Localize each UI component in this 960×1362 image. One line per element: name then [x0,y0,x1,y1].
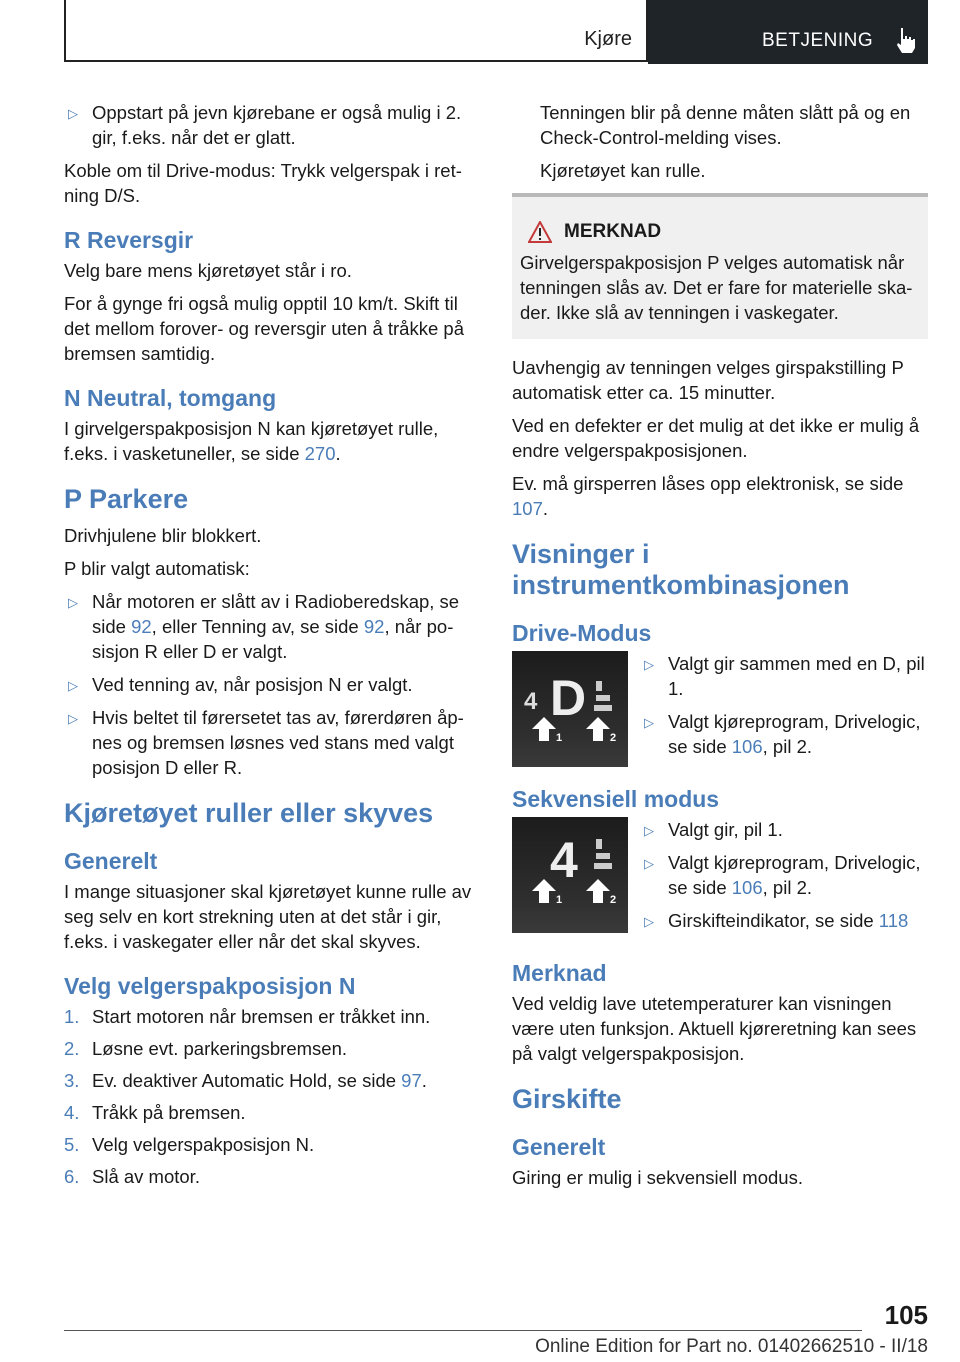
paragraph: Koble om til Drive-modus: Trykk velgerspak i retning D/S. [64,160,462,206]
heading-ruller: Kjøretøyet ruller eller skyves [64,798,434,828]
paragraph: Velg bare mens kjøretøyet står i ro. [64,260,352,281]
page-number: 105 [884,1300,928,1330]
paragraph: P blir valgt automatisk: [64,558,250,579]
paragraph: Ev. må girsperren låses opp elektronisk, se side 107. [512,473,904,519]
bullet-item: ▷ Girskifteindikator, se side 118 [640,908,928,933]
svg-text:D: D [550,670,587,726]
page-link[interactable]: 92 [363,616,385,637]
list-item: 3. Ev. deaktiver Automatic Hold, se side 97. [64,1070,427,1091]
bullet-item: ▷ Ved tenning av, når posisjon N er valgt. [64,672,480,697]
bullet-marker: ▷ [644,914,654,929]
bullet-marker: ▷ [644,856,654,871]
svg-text:2: 2 [610,732,617,744]
note-text: Girvelgerspakposisjon P velges automatisk når tenningen slås av. Det er fare for materielle skader. Ikke slå av tenningen i vaskegater. [520,252,913,323]
svg-text:1: 1 [556,894,563,906]
heading-visninger: Visninger i instrumentkombinasjonen [512,539,850,600]
bullet-item: ▷ Når motoren er slått av i Radioberedskap, se side 92, eller Tenning av, se side 92, når posisjon R eller D er valgt. [68,591,460,662]
warning-note [512,193,928,339]
page-link[interactable]: 107 [512,498,543,519]
list-item: 6. Slå av motor. [64,1166,200,1187]
page-link[interactable]: 92 [131,616,152,637]
heading-generelt: Generelt [512,1134,606,1160]
bullet-item: ▷ Valgt kjøreprogram, Drivelogic, se side 106, pil 2. [644,852,921,898]
bullet-item: ▷ Valgt gir sammen med en D, pil 1. [644,653,925,699]
chapter-label: BETJENING [762,30,874,51]
svg-text:2: 2 [610,894,617,906]
page-link[interactable]: 106 [731,736,763,757]
page-link[interactable]: 118 [878,910,909,931]
chapter-tab[interactable] [648,0,928,64]
drive-mode-row [512,651,928,767]
list-item: 2. Løsne evt. parkeringsbremsen. [64,1038,348,1059]
list-item: 5. Velg velgerspakposisjon N. [64,1134,315,1155]
heading-girskifte: Girskifte [512,1084,622,1114]
heading-merknad: Merknad [512,960,607,986]
heading-drive-modus: Drive-Modus [512,620,652,646]
bullet-item: ▷ Oppstart på jevn kjørebane er også mulig i 2. gir, f.eks. når det er glatt. [68,102,462,148]
heading-reversgir: R Reversgir [64,227,194,253]
bullet-item: ▷ Valgt kjøreprogram, Drivelogic, se side 106, pil 2. [644,711,921,757]
footer-divider [64,1330,862,1331]
svg-text:4: 4 [524,688,538,715]
paragraph: I girvelgerspakposisjon N kan kjøretøyet rulle, f.eks. i vasketuneller, se side 270. [64,418,439,464]
section-tab[interactable] [64,0,648,62]
heading-sekvensiell: Sekvensiell modus [512,786,720,812]
heading-neutral: N Neutral, tomgang [64,385,277,411]
bullet-item: ▷ Valgt gir, pil 1. [640,817,928,842]
list-item: 4. Tråkk på bremsen. [64,1102,246,1123]
list-item: 1. Start motoren når bremsen er tråkket inn. [64,1006,431,1027]
right-column [512,100,928,1198]
paragraph: Ved en defekter er det mulig at det ikke er mulig å endre velgerspakposisjonen. [512,415,920,461]
bullet-item: ▷ Hvis beltet til førersetet tas av, førerdøren åpnes og bremsen løsnes ved stans med valgt posisjon D eller R. [68,707,464,778]
paragraph: I mange situasjoner skal kjøretøyet kunne rulle av seg selv en kort strekning uten at det står i gir, f.eks. i vaskegater eller når det skal skyves. [64,881,472,952]
paragraph: Drivhjulene blir blokkert. [64,525,262,546]
page-link[interactable]: 97 [401,1070,422,1091]
paragraph: Tenningen blir på denne måten slått på og en Check-Control-melding vises. [540,102,911,148]
heading-velg-n: Velg velgerspakposisjon N [64,973,356,999]
page-link[interactable]: 270 [304,443,336,464]
bullet-marker: ▷ [68,678,78,693]
heading-generelt: Generelt [64,848,158,874]
note-title: MERKNAD [564,221,662,242]
svg-text:1: 1 [556,732,563,744]
paragraph: For å gynge fri også mulig opptil 10 km/t. Skift til det mellom forover- og reversgir uten å tråkke på bremsen samtidig. [64,293,464,364]
header-tabs [64,0,928,64]
bullet-marker: ▷ [68,595,78,610]
svg-text:4: 4 [550,832,578,888]
sequential-mode-row [512,817,928,941]
left-column [64,100,480,1196]
bullet-marker: ▷ [68,711,78,726]
bullet-marker: ▷ [644,715,654,730]
paragraph: Kjøretøyet kan rulle. [540,160,706,181]
edition-text: Online Edition for Part no. 01402662510 - II/18 [535,1336,928,1357]
bullet-marker: ▷ [68,106,78,121]
bullet-marker: ▷ [644,823,654,838]
sequential-mode-display-image [512,817,628,933]
page-link[interactable]: 106 [731,877,763,898]
bullet-marker: ▷ [644,657,654,672]
heading-parkere: P Parkere [64,484,189,514]
paragraph: Giring er mulig i sekvensiell modus. [512,1167,803,1188]
warning-triangle-icon [528,221,552,243]
drive-mode-display-image [512,651,628,767]
section-label: Kjøre [584,28,632,50]
hand-pointer-icon [894,26,918,54]
paragraph: Ved veldig lave utetemperaturer kan visningen være uten funksjon. Aktuell kjøreretning kan sees på valgt velgerspakposisjon. [512,993,917,1064]
paragraph: Uavhengig av tenningen velges girspakstilling P automatisk etter ca. 15 minutter. [512,357,904,403]
